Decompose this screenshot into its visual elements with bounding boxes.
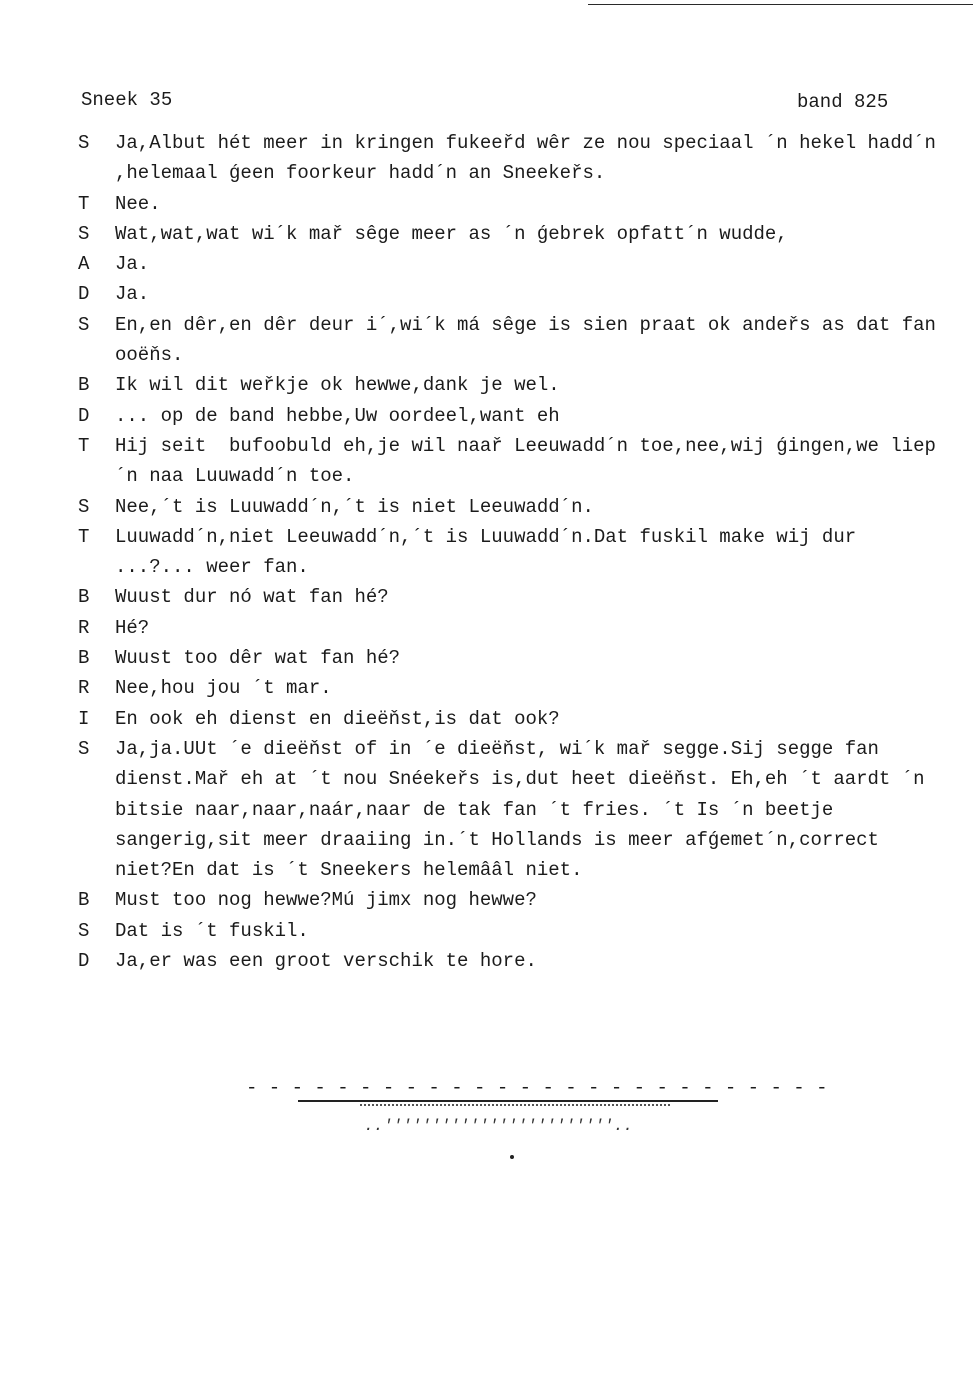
transcript-line <box>78 128 958 189</box>
transcript-body <box>78 128 958 976</box>
speaker-label: S <box>78 495 90 518</box>
utterance-text: Dat is ´t fuskil. <box>115 919 309 942</box>
utterance-text: Nee,hou jou ´t mar. <box>115 677 332 700</box>
utterance-text: Ik wil dit weřkje ok hewwe,dank je wel. <box>115 374 560 397</box>
transcript-line <box>78 734 958 885</box>
utterance-text: ... op de band hebbe,Uw oordeel,want eh <box>115 404 560 427</box>
transcript-line <box>78 916 958 946</box>
speaker-label: S <box>78 737 90 760</box>
utterance-text: Wuust dur nó wat fan hé? <box>115 586 389 609</box>
transcript-line <box>78 673 958 703</box>
speaker-label: B <box>78 586 90 609</box>
utterance-text: Luuwadd´n,niet Leeuwadd´n,´t is Luuwadd´n.Dat fuskil make wij dur ...?... weer fan. <box>115 525 868 579</box>
utterance-text: Hij seit bufoobuld eh,je wil naař Leeuwadd´n toe,nee,wij ǵingen,we liep´n naa Luuwadd´n toe. <box>115 434 936 488</box>
end-dot-mark <box>510 1155 514 1159</box>
transcript-line <box>78 885 958 915</box>
transcript-line <box>78 522 958 583</box>
speaker-label: B <box>78 374 90 397</box>
top-border-line <box>588 4 973 5</box>
speaker-label: S <box>78 222 90 245</box>
speaker-label: R <box>78 677 90 700</box>
speaker-label: D <box>78 950 90 973</box>
speaker-label: R <box>78 616 90 639</box>
transcript-line <box>78 613 958 643</box>
transcript-line <box>78 249 958 279</box>
speaker-label: D <box>78 404 90 427</box>
utterance-text: En ook eh dienst en dieëňst,is dat ook? <box>115 707 560 730</box>
page-header-location: Sneek 35 <box>81 89 173 111</box>
utterance-text: Nee. <box>115 192 161 215</box>
end-solid-rule <box>298 1100 718 1102</box>
utterance-text: Hé? <box>115 616 150 639</box>
page-header-tape: band 825 <box>797 91 889 113</box>
end-dotted-rule <box>360 1104 670 1106</box>
transcript-line <box>78 431 958 492</box>
utterance-text: Wat,wat,wat wi´k mař sêge meer as ´n ǵebrek opfatt´n wudde, <box>115 222 788 245</box>
transcript-line <box>78 946 958 976</box>
transcript-line <box>78 189 958 219</box>
speaker-label: I <box>78 707 90 730</box>
end-tick-marks: ..''''''''''''''''''''''''.. <box>364 1117 633 1135</box>
speaker-label: B <box>78 889 90 912</box>
transcript-line <box>78 279 958 309</box>
speaker-label: B <box>78 647 90 670</box>
speaker-label: S <box>78 919 90 942</box>
speaker-label: T <box>78 434 90 457</box>
transcript-line <box>78 643 958 673</box>
speaker-label: D <box>78 283 90 306</box>
transcript-line <box>78 582 958 612</box>
transcript-line <box>78 401 958 431</box>
end-dashed-rule: - - - - - - - - - - - - - - - - - - - - - - - - - - <box>246 1077 828 1099</box>
utterance-text: Ja,Albut hét meer in kringen fukeeřd wêr ze nou speciaal ´n hekel hadd´n ,helemaal ǵeen foorkeur hadd´n an Sneekeřs. <box>115 132 948 185</box>
speaker-label: S <box>78 313 90 336</box>
utterance-text: Ja,ja.UUt ´e dieëňst of in ´e dieëňst, wi´k mař segge.Sij segge fan dienst.Mař eh at ´t nou Snéekeřs is,dut heet dieëňst. Eh,eh ´t aardt ´n bitsie naar,naar,naár,naar de tak fan ´t fries. ´t Is ´n beetje sangerig,sit meer draaiing in.´t Hollands is meer afǵemet´n,correct niet?En dat is ´t Sneekers helemââl niet. <box>115 737 936 882</box>
utterance-text: Nee,´t is Luuwadd´n,´t is niet Leeuwadd´n. <box>115 495 594 518</box>
transcript-line <box>78 704 958 734</box>
utterance-text: Ja. <box>115 283 150 306</box>
speaker-label: T <box>78 192 90 215</box>
utterance-text: Wuust too dêr wat fan hé? <box>115 647 401 670</box>
utterance-text: Ja. <box>115 253 150 276</box>
speaker-label: S <box>78 132 90 154</box>
utterance-text: Ja,er was een groot verschik te hore. <box>115 950 537 973</box>
transcript-line <box>78 492 958 522</box>
utterance-text: En,en dêr,en dêr deur i´,wi´k má sêge is sien praat ok andeřs as dat fan ooëňs. <box>115 313 948 367</box>
transcript-line <box>78 370 958 400</box>
transcript-line <box>78 310 958 371</box>
utterance-text: Must too nog hewwe?Mú jimx nog hewwe? <box>115 889 537 912</box>
speaker-label: A <box>78 253 90 276</box>
speaker-label: T <box>78 525 90 548</box>
transcript-line <box>78 219 958 249</box>
